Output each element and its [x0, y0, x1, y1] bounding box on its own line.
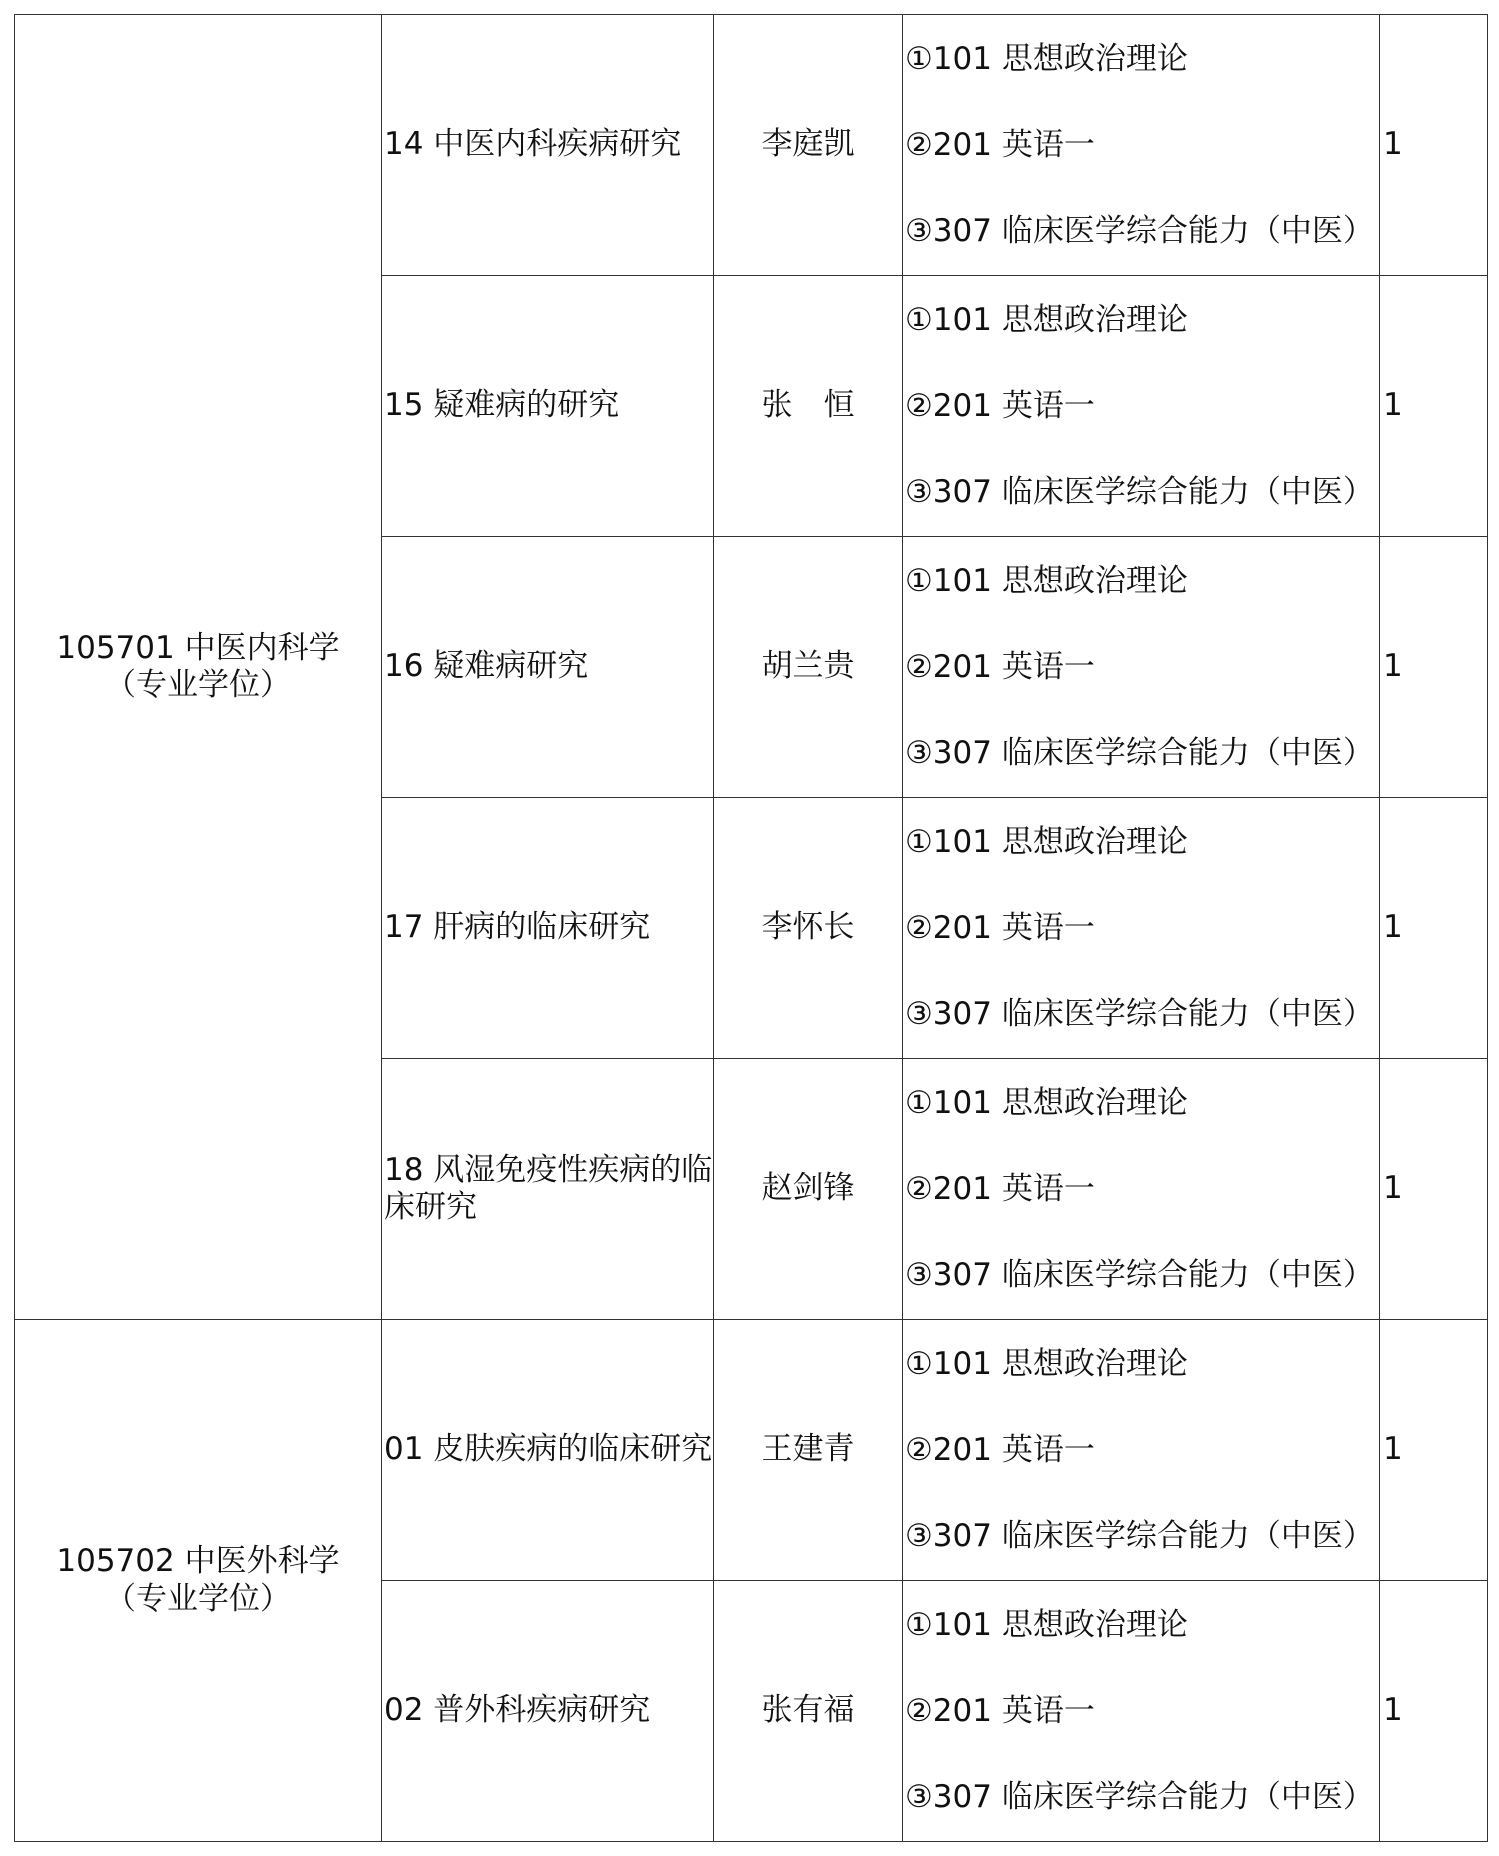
table-row: [15, 15, 1488, 276]
research-direction: 15 疑难病的研究: [382, 276, 714, 537]
exam-subject-1: ①101 思想政治理论: [905, 563, 1188, 599]
tutor-name: 胡兰贵: [714, 537, 903, 798]
exam-subject-1: ①101 思想政治理论: [905, 824, 1188, 860]
exam-subjects: [903, 1059, 1380, 1320]
exam-subjects: [903, 1581, 1380, 1842]
enrollment-count: 1: [1380, 276, 1488, 537]
tutor-name: 张有福: [714, 1581, 903, 1842]
tutor-name: 赵剑锋: [714, 1059, 903, 1320]
tutor-name: 王建青: [714, 1320, 903, 1581]
research-direction: 01 皮肤疾病的临床研究: [382, 1320, 714, 1581]
research-direction: 17 肝病的临床研究: [382, 798, 714, 1059]
exam-subject-3: ③307 临床医学综合能力（中医）: [905, 474, 1374, 510]
major-cell: [15, 15, 382, 1320]
exam-subject-3: ③307 临床医学综合能力（中医）: [905, 735, 1374, 771]
tutor-name: 张 恒: [714, 276, 903, 537]
exam-subject-2: ②201 英语一: [905, 1171, 1095, 1207]
major-cell: [15, 1320, 382, 1842]
exam-subject-1: ①101 思想政治理论: [905, 1346, 1188, 1382]
major-code-name: 105701 中医内科学: [56, 629, 340, 666]
exam-subject-2: ②201 英语一: [905, 1432, 1095, 1468]
exam-subject-2: ②201 英语一: [905, 1693, 1095, 1729]
exam-subject-3: ③307 临床医学综合能力（中医）: [905, 996, 1374, 1032]
exam-subject-1: ①101 思想政治理论: [905, 1607, 1188, 1643]
exam-subject-3: ③307 临床医学综合能力（中医）: [905, 213, 1374, 249]
table-row: [15, 1320, 1488, 1581]
exam-subject-3: ③307 临床医学综合能力（中医）: [905, 1779, 1374, 1815]
exam-subject-2: ②201 英语一: [905, 910, 1095, 946]
exam-subject-2: ②201 英语一: [905, 127, 1095, 163]
tutor-name: 李庭凯: [714, 15, 903, 276]
exam-subjects: [903, 276, 1380, 537]
research-direction: 18 风湿免疫性疾病的临床研究: [382, 1059, 714, 1320]
exam-subjects: [903, 798, 1380, 1059]
tutor-name: 李怀长: [714, 798, 903, 1059]
exam-subjects: [903, 537, 1380, 798]
enrollment-count: 1: [1380, 1581, 1488, 1842]
enrollment-count: 1: [1380, 798, 1488, 1059]
exam-subjects: [903, 1320, 1380, 1581]
major-type: （专业学位）: [105, 667, 291, 703]
research-direction: 14 中医内科疾病研究: [382, 15, 714, 276]
major-type: （专业学位）: [105, 1580, 291, 1617]
exam-subject-1: ①101 思想政治理论: [905, 1085, 1188, 1121]
enrollment-count: 1: [1380, 1059, 1488, 1320]
enrollment-count: 1: [1380, 15, 1488, 276]
exam-subject-3: ③307 临床医学综合能力（中医）: [905, 1257, 1374, 1293]
admissions-table: [14, 14, 1488, 1842]
enrollment-count: 1: [1380, 1320, 1488, 1581]
enrollment-count: 1: [1380, 537, 1488, 798]
exam-subjects: [903, 15, 1380, 276]
exam-subject-3: ③307 临床医学综合能力（中医）: [905, 1518, 1374, 1554]
research-direction: 02 普外科疾病研究: [382, 1581, 714, 1842]
research-direction: 16 疑难病研究: [382, 537, 714, 798]
exam-subject-2: ②201 英语一: [905, 649, 1095, 685]
exam-subject-1: ①101 思想政治理论: [905, 302, 1188, 338]
exam-subject-1: ①101 思想政治理论: [905, 41, 1188, 77]
exam-subject-2: ②201 英语一: [905, 388, 1095, 424]
major-code-name: 105702 中医外科学: [56, 1543, 340, 1580]
